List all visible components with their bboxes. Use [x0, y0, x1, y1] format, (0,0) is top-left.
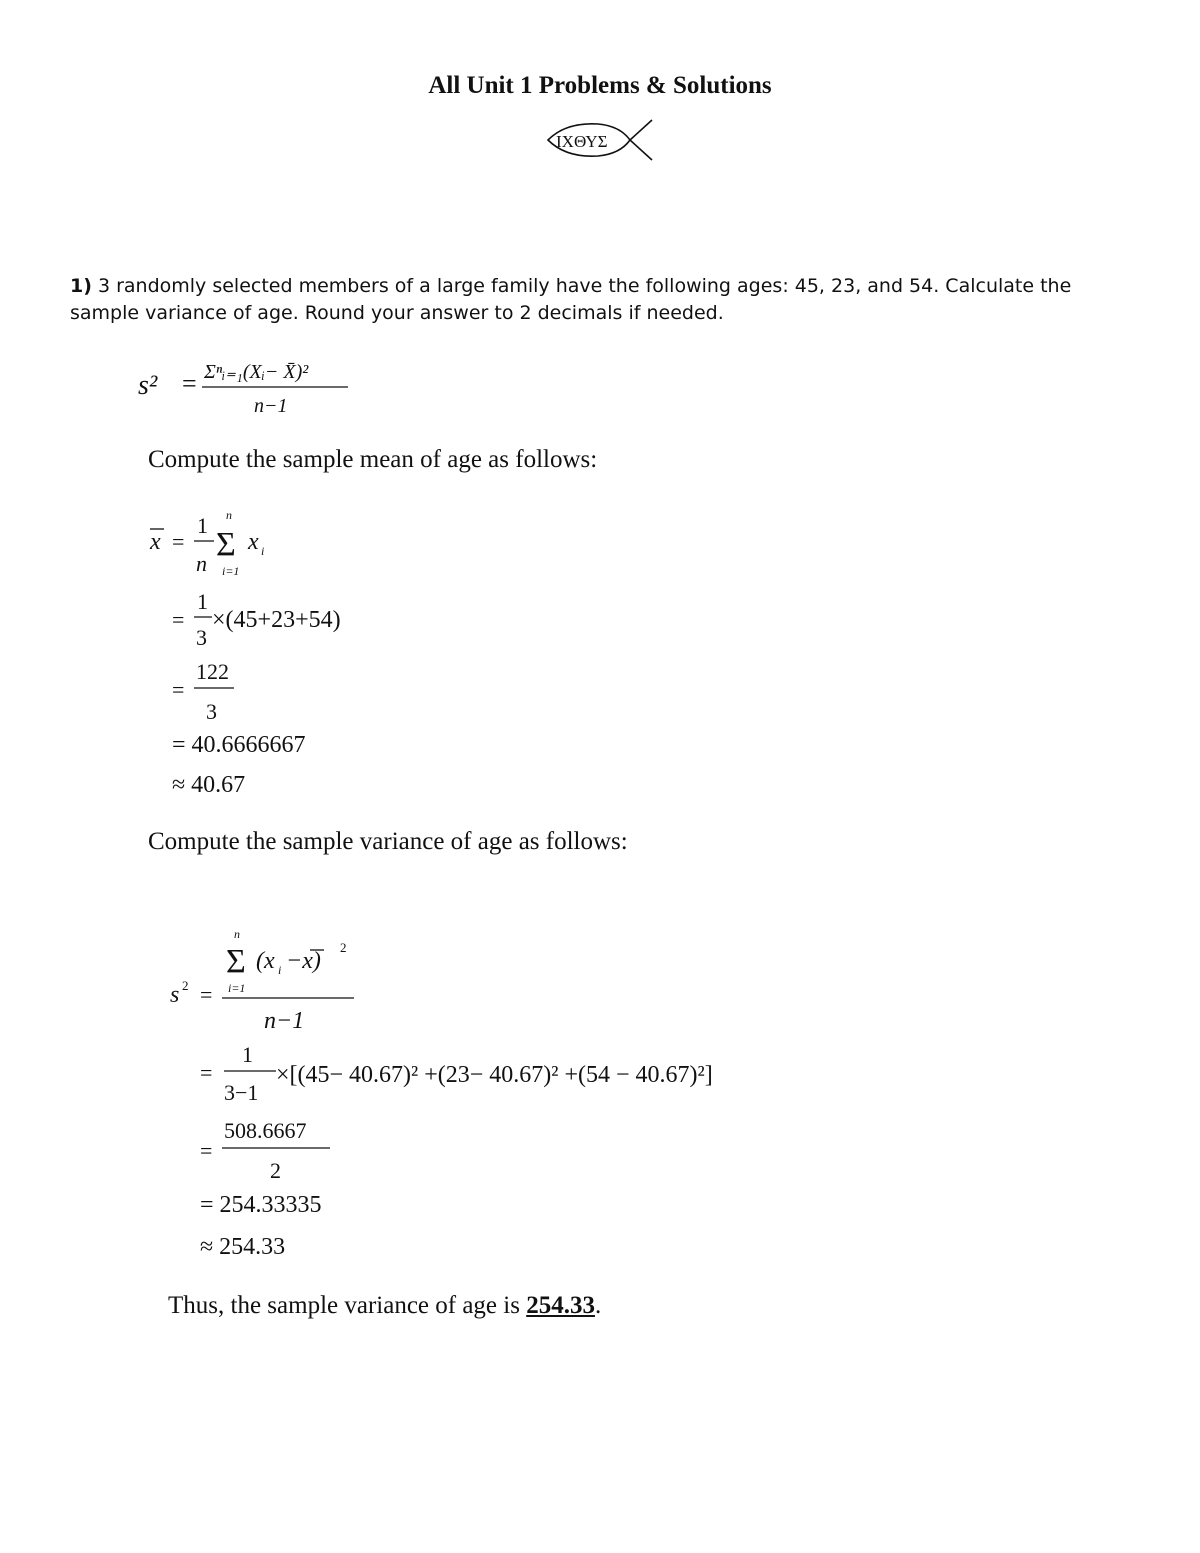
svg-text:=: =: [182, 369, 197, 398]
svg-text:Σ: Σ: [226, 943, 246, 980]
svg-text:x: x: [150, 529, 161, 555]
variance-den: n−1: [264, 1008, 305, 1034]
svg-text:n: n: [234, 927, 240, 941]
logo-text: ΙΧΘΥΣ: [556, 132, 608, 151]
mean-step1-frac-num: 1: [197, 589, 208, 614]
svg-text:i=1: i=1: [228, 981, 246, 995]
svg-text:−x): −x): [286, 948, 321, 974]
svg-text:=: =: [200, 1060, 213, 1085]
svg-text:=: =: [172, 529, 185, 554]
conclusion: [168, 1292, 601, 1320]
formula-lhs: s²: [138, 370, 158, 401]
svg-text:=: =: [200, 1138, 213, 1163]
problem-statement: [70, 273, 1140, 327]
variance-step2-num: 508.6667: [224, 1118, 307, 1143]
problem-text: 3 randomly selected members of a large family have the following ages: 45, 23, and 54. Calculate the sample variance of age. Round your answer to 2 decimals if needed.: [70, 275, 1072, 324]
variance-formula: [138, 352, 398, 422]
svg-text:i: i: [261, 544, 265, 558]
mean-step1-expr: ×(45+23+54): [212, 607, 341, 633]
page-title: All Unit 1 Problems & Solutions: [428, 72, 772, 99]
formula-numerator: Σⁿᵢ₌₁(Xᵢ− X̄)²: [204, 361, 309, 383]
variance-step1-frac-den: 3−1: [224, 1080, 259, 1105]
mean-heading: Compute the sample mean of age as follows:: [148, 446, 598, 473]
svg-text:2: 2: [340, 940, 347, 955]
formula-denominator: n−1: [254, 395, 288, 417]
mean-step3: = 40.6666667: [172, 732, 306, 758]
mean-step4: ≈ 40.67: [172, 772, 246, 798]
svg-text:(x: (x: [256, 948, 275, 974]
svg-text:x: x: [248, 529, 259, 555]
answer-value: 254.33: [526, 1292, 595, 1319]
variance-step1-frac-num: 1: [242, 1042, 253, 1067]
svg-text:i=1: i=1: [222, 564, 240, 578]
mean-step2-num: 122: [196, 659, 229, 684]
svg-text:n: n: [196, 551, 207, 576]
variance-derivation: [160, 922, 880, 1262]
mean-step2-den: 3: [206, 699, 217, 724]
ichthys-fish-logo: [546, 118, 656, 162]
svg-text:Σ: Σ: [216, 526, 236, 563]
mean-derivation: [140, 505, 520, 815]
svg-text:=: =: [172, 677, 185, 702]
conclusion-suffix: .: [594, 1292, 602, 1319]
svg-text:1: 1: [197, 513, 208, 538]
conclusion-prefix: Thus, the sample variance of age is: [168, 1292, 527, 1319]
variance-step2-den: 2: [270, 1158, 281, 1183]
svg-text:n: n: [226, 508, 232, 522]
svg-text:=: =: [172, 607, 185, 632]
variance-step4: ≈ 254.33: [200, 1234, 286, 1260]
svg-text:=: =: [200, 982, 213, 1007]
svg-text:s: s: [170, 982, 180, 1008]
svg-text:i: i: [278, 963, 282, 977]
svg-text:2: 2: [182, 978, 189, 993]
variance-heading: Compute the sample variance of age as follows:: [148, 828, 628, 855]
problem-number: 1): [70, 275, 92, 297]
mean-step1-frac-den: 3: [196, 625, 207, 650]
variance-step1-expr: ×[(45− 40.67)² +(23− 40.67)² +(54 − 40.67)²]: [276, 1062, 713, 1088]
variance-step3: = 254.33335: [200, 1192, 322, 1218]
